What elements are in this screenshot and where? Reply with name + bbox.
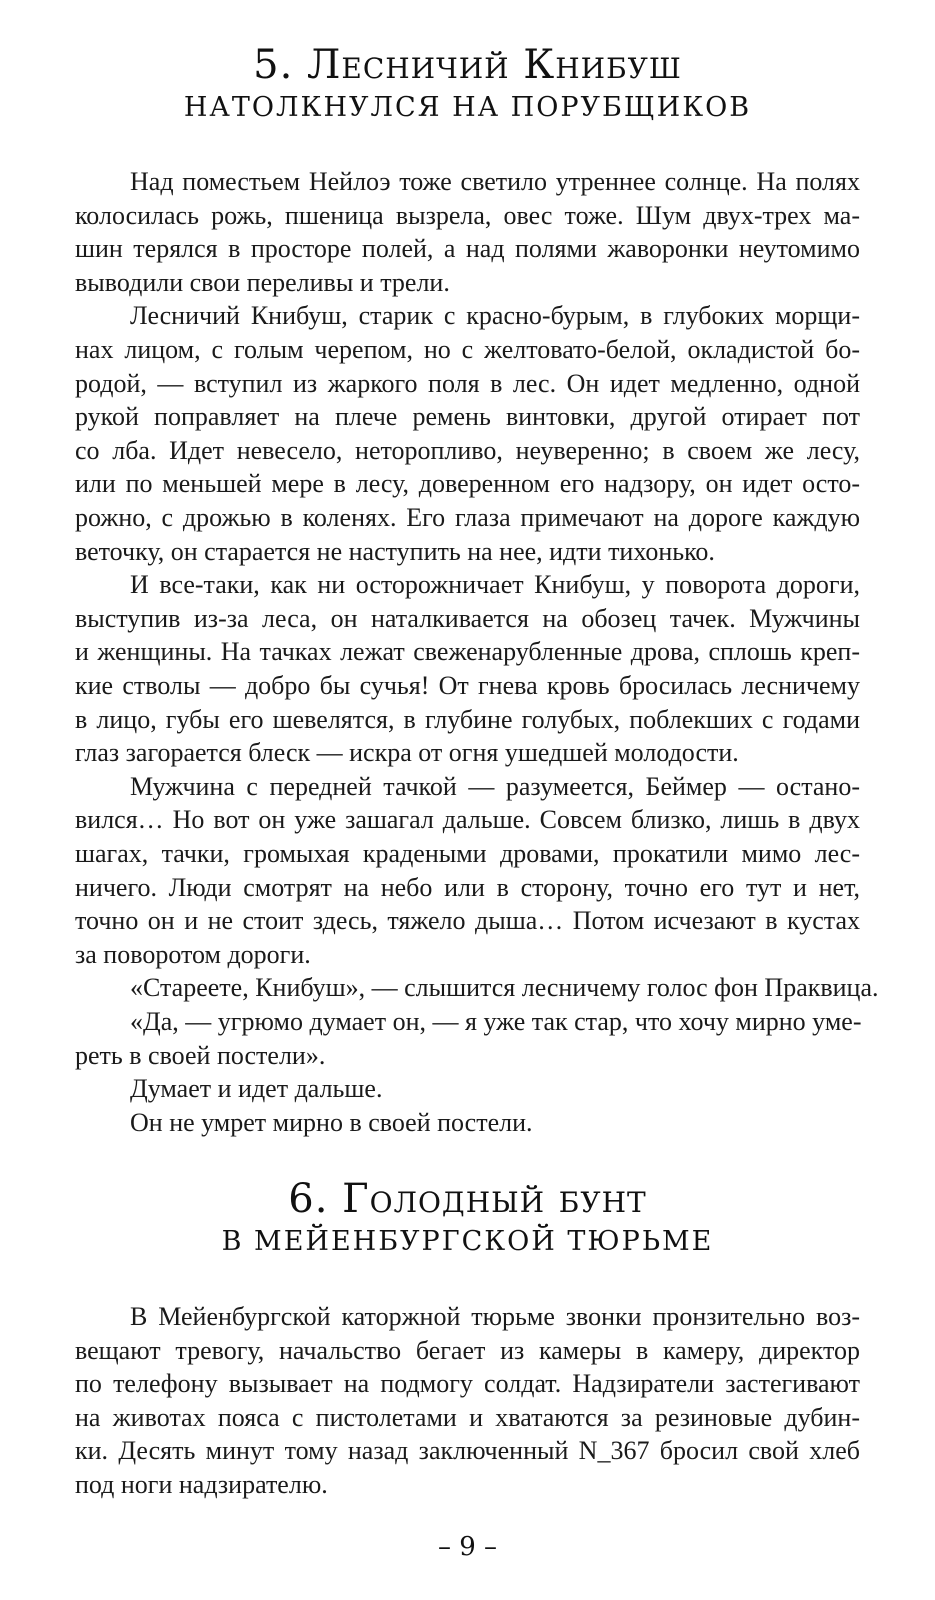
text-line: Мужчина с передней тачкой — разумеется, Беймер — остано- [130, 771, 860, 801]
text-line: ничего. Люди смотрят на небо или в сторону, точно его тут и нет, [75, 872, 860, 902]
chapter-title-line1: 5. Лесничий Книбуш [253, 42, 682, 88]
text-line: за поворотом дороги. [75, 939, 311, 969]
text-line: рукой поправляет на плече ремень винтовки, другой отирает пот [75, 402, 860, 432]
text-line: Над поместьем Нейлоэ тоже светило утреннее солнце. На полях [130, 167, 860, 196]
chapter-title-line1: 6. Голодный бунт [288, 1176, 647, 1222]
text-line: по телефону вызывает на подмогу солдат. Надзиратели застегивают [75, 1369, 860, 1399]
text-line: рожно, с дрожью в коленях. Его глаза примечают на дороге каждую [75, 503, 860, 532]
text-line: ки. Десять минут тому назад заключенный N_367 бросил свой хлеб [75, 1436, 860, 1466]
page-number: – 9 – [437, 1532, 498, 1562]
text-line: вещают тревогу, начальство бегает из камеры в камеру, директор [75, 1335, 860, 1365]
text-line: выводили свои переливы и трели. [75, 267, 450, 297]
text-line: в лицо, губы его шевелятся, в глубине голубых, поблекших с годами [75, 704, 860, 734]
text-line: Он не умрет мирно в своей постели. [130, 1107, 533, 1137]
text-line: вился… Но вот он уже зашагал дальше. Совсем близко, лишь в двух [75, 805, 860, 835]
text-line: точно он и не стоит здесь, тяжело дыша… Потом исчезают в кустах [75, 906, 860, 936]
text-line: шагах, тачки, громыхая крадеными дровами, прокатили мимо лес- [75, 839, 860, 868]
text-line: «Стареете, Книбуш», — слышится лесничему голос фон Праквица. [130, 973, 879, 1003]
text-line: «Да, — угрюмо думает он, — я уже так стар, что хочу мирно уме- [130, 1007, 862, 1036]
text-line: со лба. Идет невесело, неторопливо, неуверенно; в своем же лесу, [75, 435, 860, 465]
text-line: выступив из-за леса, он наталкивается на обозец тачек. Мужчины [75, 603, 860, 633]
text-line: Думает и идет дальше. [130, 1074, 383, 1104]
text-line: глаз загорается блеск — искра от огня ушедшей молодости. [75, 738, 739, 768]
chapter-title-line2: В МЕЙЕНБУРГСКОЙ ТЮРЬМЕ [221, 1226, 714, 1257]
text-line: шин терялся в просторе полей, а над полями жаворонки неутомимо [75, 234, 860, 264]
text-line: или по меньшей мере в лесу, доверенном его надзору, он идет осто- [75, 469, 860, 499]
text-line: под ноги надзирателю. [75, 1470, 328, 1499]
text-line: веточку, он старается не наступить на нее, идти тихонько. [75, 536, 715, 566]
chapter-title-line2: НАТОЛКНУЛСЯ НА ПОРУБЩИКОВ [183, 92, 752, 123]
chapter-heading-5 [0, 42, 935, 128]
text-line: колосилась рожь, пшеница вызрела, овес тоже. Шум двух-трех ма- [75, 200, 860, 230]
text-line: на животах пояса с пистолетами и хватаются за резиновые дубин- [75, 1402, 860, 1432]
text-line: и женщины. На тачках лежат свеженарубленные дрова, сплошь креп- [75, 637, 860, 667]
text-line: Лесничий Книбуш, старик с красно-бурым, в глубоких морщи- [130, 301, 860, 331]
text-line: В Мейенбургской каторжной тюрьме звонки пронзительно воз- [130, 1302, 860, 1331]
chapter-heading-6 [0, 1176, 935, 1262]
text-line: нах лицом, с голым черепом, но с желтовато-белой, окладистой бо- [75, 335, 860, 364]
text-line: И все-таки, как ни осторожничает Книбуш, у поворота дороги, [130, 570, 860, 600]
text-line: родой, — вступил из жаркого поля в лес. Он идет медленно, одной [75, 368, 860, 398]
text-line: реть в своей постели». [75, 1040, 326, 1070]
text-line: кие стволы — добро бы сучья! От гнева кровь бросилась лесничему [75, 671, 860, 700]
